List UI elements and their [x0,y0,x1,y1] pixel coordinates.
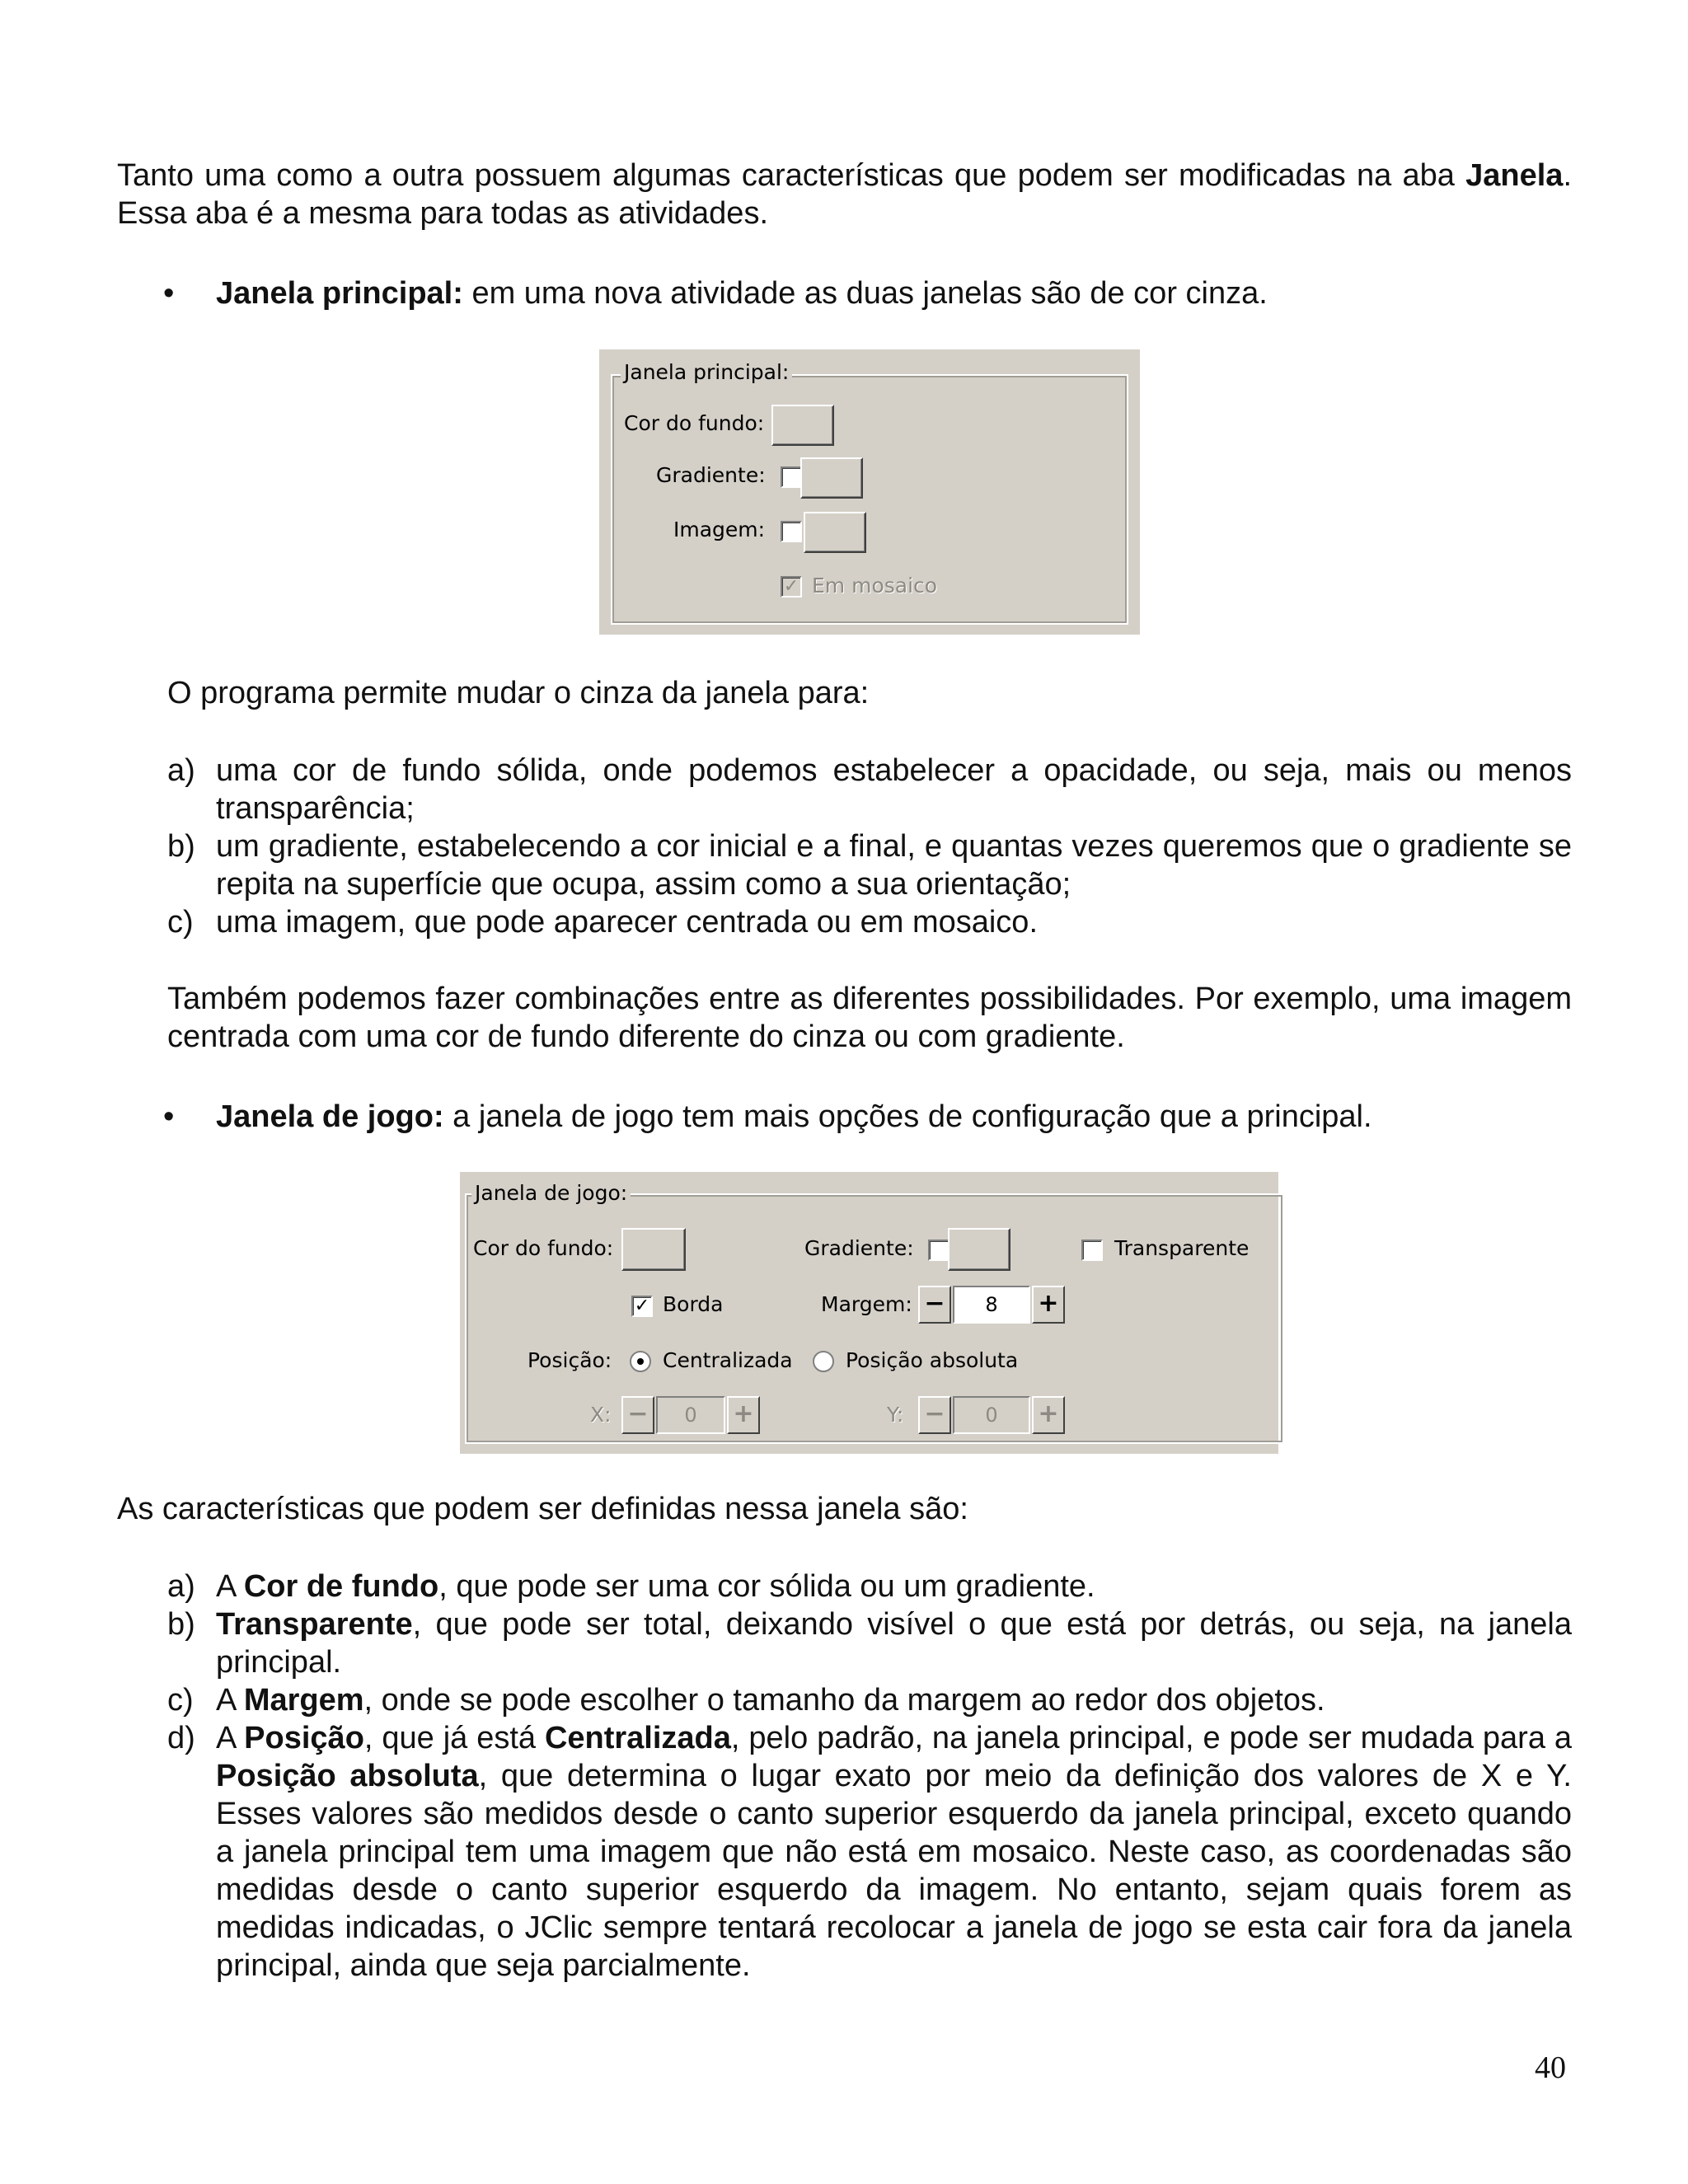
game-gradient-checkbox[interactable] [928,1240,950,1261]
bullet-main-text: em uma nova atividade as duas janelas são de cor cinza. [462,276,1268,311]
bg-color-label: Cor do fundo: [624,411,765,435]
radio-selected-dot [637,1358,644,1365]
list-item-margin [216,1681,1572,1719]
mosaic-label: Em mosaico [812,574,938,598]
bullet-main-bold: Janela principal: [216,276,463,311]
absolute-position-radio[interactable] [813,1351,834,1372]
margin-label: Margem: [821,1292,912,1316]
position-label: Posição: [528,1348,612,1372]
list-item-transparent [216,1605,1572,1681]
main-window-legend: Janela principal: [621,361,792,384]
absolute-position-label: Posição absoluta [846,1348,1019,1372]
bullet-dot: • [163,276,175,311]
y-decrement-button[interactable]: − [918,1396,951,1434]
text-span: , que pode ser uma cor sólida ou um gradiente. [438,1569,1095,1604]
centered-label: Centralizada [663,1348,793,1372]
gradient-label: Gradiente: [656,463,766,487]
intro-text: Tanto uma como a outra possuem algumas características que podem ser modificadas na aba [117,158,1455,193]
text-span: A [216,1569,244,1604]
y-input[interactable]: 0 [953,1396,1030,1434]
intro-paragraph [117,157,1572,232]
game-window-panel [460,1172,1278,1454]
bullet-dot: • [163,1099,175,1134]
text-span: , onde se pode escolher o tamanho da margem ao redor dos objetos. [363,1683,1325,1718]
game-gradient-swatch[interactable] [948,1228,1010,1271]
y-label: Y: [887,1403,904,1427]
bullet-main-window [216,274,1572,312]
border-checkbox[interactable]: ✓ [631,1296,653,1317]
bold-term: Transparente [216,1607,413,1642]
gradient-swatch[interactable] [800,457,863,499]
bold-term: Margem [243,1683,364,1718]
image-select-button[interactable] [804,512,866,553]
y-increment-button[interactable]: + [1032,1396,1065,1434]
game-bg-color-swatch[interactable] [621,1228,686,1271]
mosaic-checkbox[interactable]: ✓ [781,576,802,598]
text-span: , que já está [363,1721,545,1755]
main-window-panel [599,349,1140,635]
list-marker: d) [167,1721,195,1755]
text-span: , que determina o lugar exato por meio da definição dos valores de X e Y. Esses valores são medidos desde o canto superior esquerdo da janela principal, exceto quando a janela principal tem uma imagem que não está em mosaico. Neste caso, as coordenadas são medidas desde o canto superior esquerdo da imagem. No entanto, sejam quais forem as medidas indicadas, o JClic sempre tentará recolocar a janela de jogo se esta cair fora da janela principal, ainda que seja parcialmente. [216,1759,1572,1983]
bullet-game-bold: Janela de jogo: [216,1099,444,1134]
bold-term: Posição absoluta [216,1759,479,1793]
list-item-bg-color [216,1568,1572,1605]
game-bg-color-label: Cor do fundo: [473,1236,614,1260]
text-span: , que pode ser total, deixando visível o que está por detrás, ou seja, na janela principal. [216,1607,1572,1680]
page-number: 40 [1535,2050,1566,2085]
paragraph-combinations: Também podemos fazer combinações entre as diferentes possibilidades. Por exemplo, uma imagem centrada com uma cor de fundo diferente do cinza ou com gradiente. [167,982,1572,1054]
gradient-checkbox[interactable] [781,466,802,488]
bold-term: Cor de fundo [243,1569,439,1604]
game-window-group [465,1193,1284,1444]
list-marker: b) [167,829,195,864]
centered-radio[interactable] [630,1351,651,1372]
text-span: A [216,1683,244,1718]
margin-decrement-button[interactable]: − [918,1286,951,1324]
transparent-label: Transparente [1114,1236,1250,1260]
list-marker: a) [167,1569,195,1604]
bold-term: Posição [244,1721,364,1755]
x-decrement-button[interactable]: − [621,1396,654,1434]
list-item: uma imagem, que pode aparecer centrada ou em mosaico. [216,905,1038,940]
intro-rest: . Essa aba é a mesma para todas as atividades. [117,158,1572,231]
border-label: Borda [663,1292,724,1316]
image-label: Imagem: [673,518,766,541]
game-window-legend: Janela de jogo: [471,1182,631,1205]
list-marker: b) [167,1607,195,1642]
paragraph-characteristics: As características que podem ser definidas nessa janela são: [117,1492,968,1526]
text-span: A [216,1721,245,1755]
list-marker: c) [167,1683,194,1718]
bold-term: Centralizada [544,1721,731,1755]
paragraph-gray-change: O programa permite mudar o cinza da janela para: [167,676,870,710]
x-increment-button[interactable]: + [727,1396,760,1434]
margin-increment-button[interactable]: + [1032,1286,1065,1324]
intro-bold: Janela [1465,158,1564,193]
x-input[interactable]: 0 [656,1396,725,1434]
x-label: X: [590,1403,612,1427]
margin-input[interactable]: 8 [953,1286,1030,1324]
transparent-checkbox[interactable] [1081,1240,1103,1261]
image-checkbox[interactable] [781,521,802,542]
text-span: , pelo padrão, na janela principal, e pode ser mudada para a [730,1721,1572,1755]
list-marker: a) [167,753,195,788]
game-gradient-label: Gradiente: [804,1236,914,1260]
bg-color-swatch[interactable] [771,405,834,446]
bullet-game-text: a janela de jogo tem mais opções de configuração que a principal. [443,1099,1372,1134]
bullet-game-window [216,1098,1572,1136]
list-item: um gradiente, estabelecendo a cor inicial e a final, e quantas vezes queremos que o gradiente se repita na superfície que ocupa, assim como a sua orientação; [216,829,1572,902]
list-item-position [216,1719,1572,1985]
list-marker: c) [167,905,194,940]
list-item: uma cor de fundo sólida, onde podemos estabelecer a opacidade, ou seja, mais ou menos transparência; [216,753,1572,826]
